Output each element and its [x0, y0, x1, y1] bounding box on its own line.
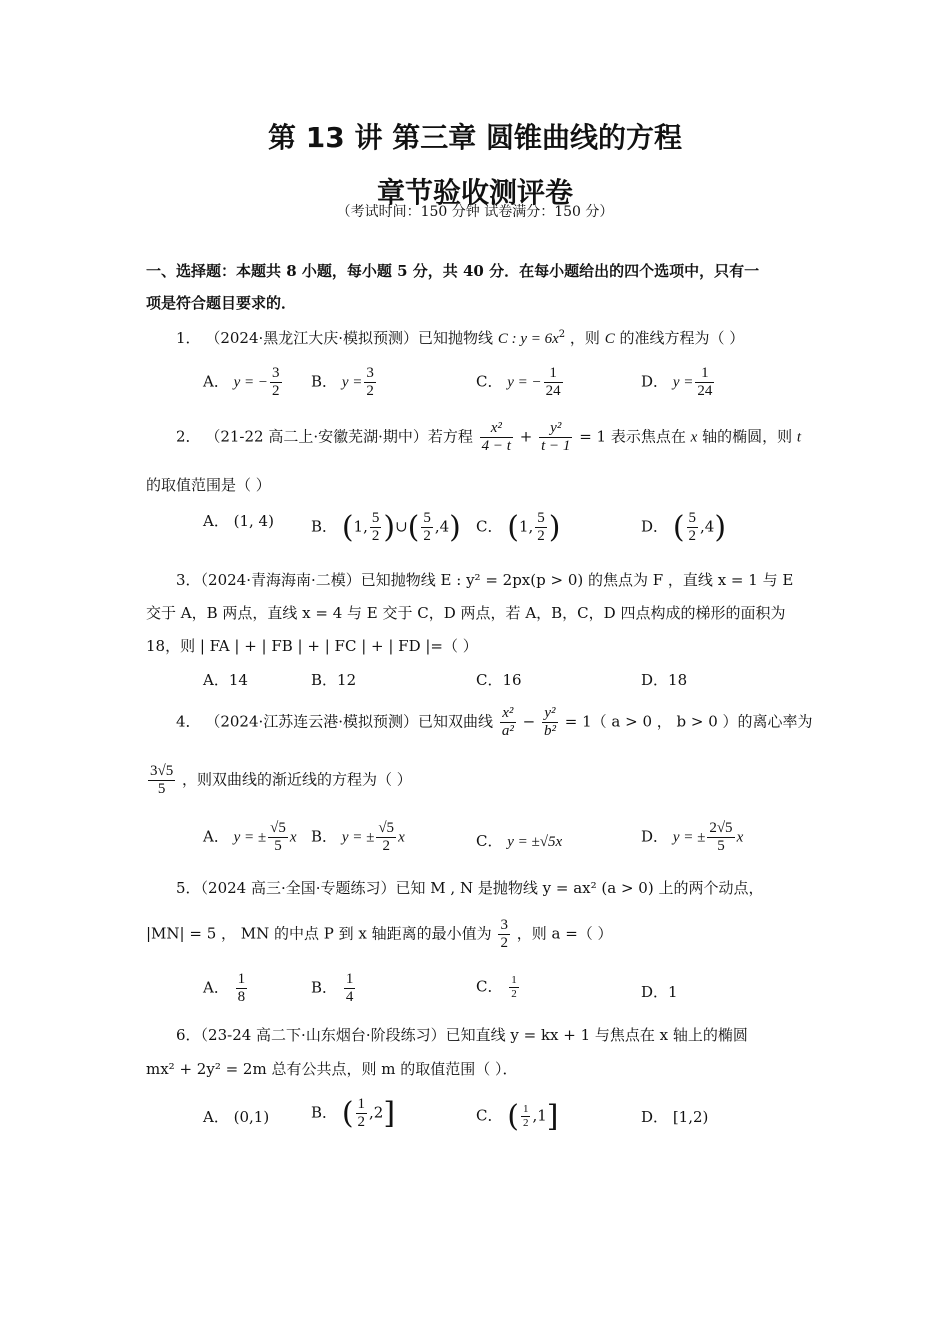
question-6-line2: mx² + 2y² = 2m 总有公共点，则 m 的取值范围（ ）． [146, 1060, 518, 1078]
q1-option-b[interactable]: B． y = $\frac{3}{2}$ [311, 365, 374, 399]
q5-option-d[interactable]: D．1 [641, 983, 678, 1001]
question-5: 5．（2024 高三·全国·专题练习）已知 M , N 是抛物线 y = ax² (a > 0) 上的两个动点， [176, 879, 764, 897]
q6-option-d[interactable]: D． [1,2) [641, 1108, 709, 1126]
q2-option-c[interactable]: C． (1, $\frac{5}{2}$ ) [476, 510, 561, 545]
section-heading: 一、选择题：本题共 8 小题，每小题 5 分，共 40 分．在每小题给出的四个选项中，只有一 [146, 262, 760, 280]
q3-option-c[interactable]: C．16 [476, 671, 522, 689]
q5-option-c[interactable]: C． $\frac{1}{2}$ [476, 974, 517, 1000]
question-4: 4． （2024·江苏连云港·模拟预测）已知双曲线 $\frac{\text{x²}}{\text{a²}}$ − $\frac{\text{y²}}{\text{b²}}$ = 1（ a > 0 ， b > 0 ）的离心率为 [176, 705, 813, 739]
exam-info: （考试时间：150 分钟 试卷满分：150 分） [336, 204, 614, 220]
question-3-line2: 交于 A，B 两点，直线 x = 4 与 E 交于 C，D 两点，若 A，B，C，D 四点构成的梯形的面积为 [146, 604, 786, 622]
page-subtitle-title: 章节验收测评卷 [376, 176, 573, 209]
question-4-line2: $\frac{3√5}{5}$ ，则双曲线的渐近线的方程为（ ） [150, 763, 412, 797]
q4-option-d[interactable]: D． y = ± $\frac{2√5}{5}$ x [641, 820, 744, 854]
q2-option-d[interactable]: D． ( $\frac{5}{2}$ ,4) [641, 510, 727, 545]
q5-option-b[interactable]: B． $\frac{1}{4}$ [311, 971, 354, 1005]
question-2: 2． （21-22 高二上·安徽芜湖·期中）若方程 $\frac{\text{x²}}{4 - t}$ + $\frac{\text{y²}}{t - 1}$ = 1 表示焦点在 x 轴的椭圆，则 t [176, 420, 802, 454]
page-title: 第 13 讲 第三章 圆锥曲线的方程 [268, 121, 682, 154]
q1-option-a[interactable]: A． y = − $\frac{3}{2}$ [203, 365, 280, 399]
q4-option-c[interactable]: C． y = ±√5x [476, 832, 563, 850]
question-5-line2: |MN| = 5 ， MN 的中点 P 到 x 轴距离的最小值为 $\frac{3}{2}$ ，则 a =（ ） [146, 917, 613, 951]
q1-option-d[interactable]: D． y = $\frac{1}{24}$ [641, 365, 713, 399]
question-3-line3: 18，则 | FA | + | FB | + | FC | + | FD |=（ ） [146, 637, 478, 655]
question-3: 3．（2024·青海海南·二模）已知抛物线 E : y² = 2px(p > 0) 的焦点为 F ，直线 x = 1 与 E [176, 571, 794, 589]
q3-option-a[interactable]: A．14 [203, 671, 248, 689]
q4-option-b[interactable]: B． y = ± $\frac{√5}{2}$ x [311, 820, 405, 854]
q4-option-a[interactable]: A． y = ± $\frac{√5}{5}$ x [203, 820, 297, 854]
question-1: 1． （2024·黑龙江大庆·模拟预测）已知抛物线 C : $y = 6x^2$ ，则 C 的准线方程为（ ） [176, 329, 745, 347]
q2-option-a[interactable]: A． (1, 4) [203, 512, 274, 530]
q5-option-a[interactable]: A． $\frac{1}{8}$ [203, 971, 246, 1005]
question-2-line2: 的取值范围是（ ） [146, 476, 271, 494]
section-heading-cont: 项是符合题目要求的． [146, 294, 297, 312]
q6-option-b[interactable]: B． ( $\frac{1}{2}$ ,2] [311, 1096, 396, 1131]
q2-option-b[interactable]: B． (1, $\frac{5}{2}$ )∪( $\frac{5}{2}$ ,4) [311, 510, 461, 545]
q6-option-a[interactable]: A． (0,1) [203, 1108, 270, 1126]
q3-option-d[interactable]: D．18 [641, 671, 688, 689]
q1-option-c[interactable]: C． y = − $\frac{1}{24}$ [476, 365, 561, 399]
q6-option-c[interactable]: C． ( $\frac{1}{2}$ ,1] [476, 1099, 559, 1134]
q3-option-b[interactable]: B．12 [311, 671, 357, 689]
question-6: 6．（23-24 高二下·山东烟台·阶段练习）已知直线 y = kx + 1 与焦点在 x 轴上的椭圆 [176, 1026, 748, 1044]
